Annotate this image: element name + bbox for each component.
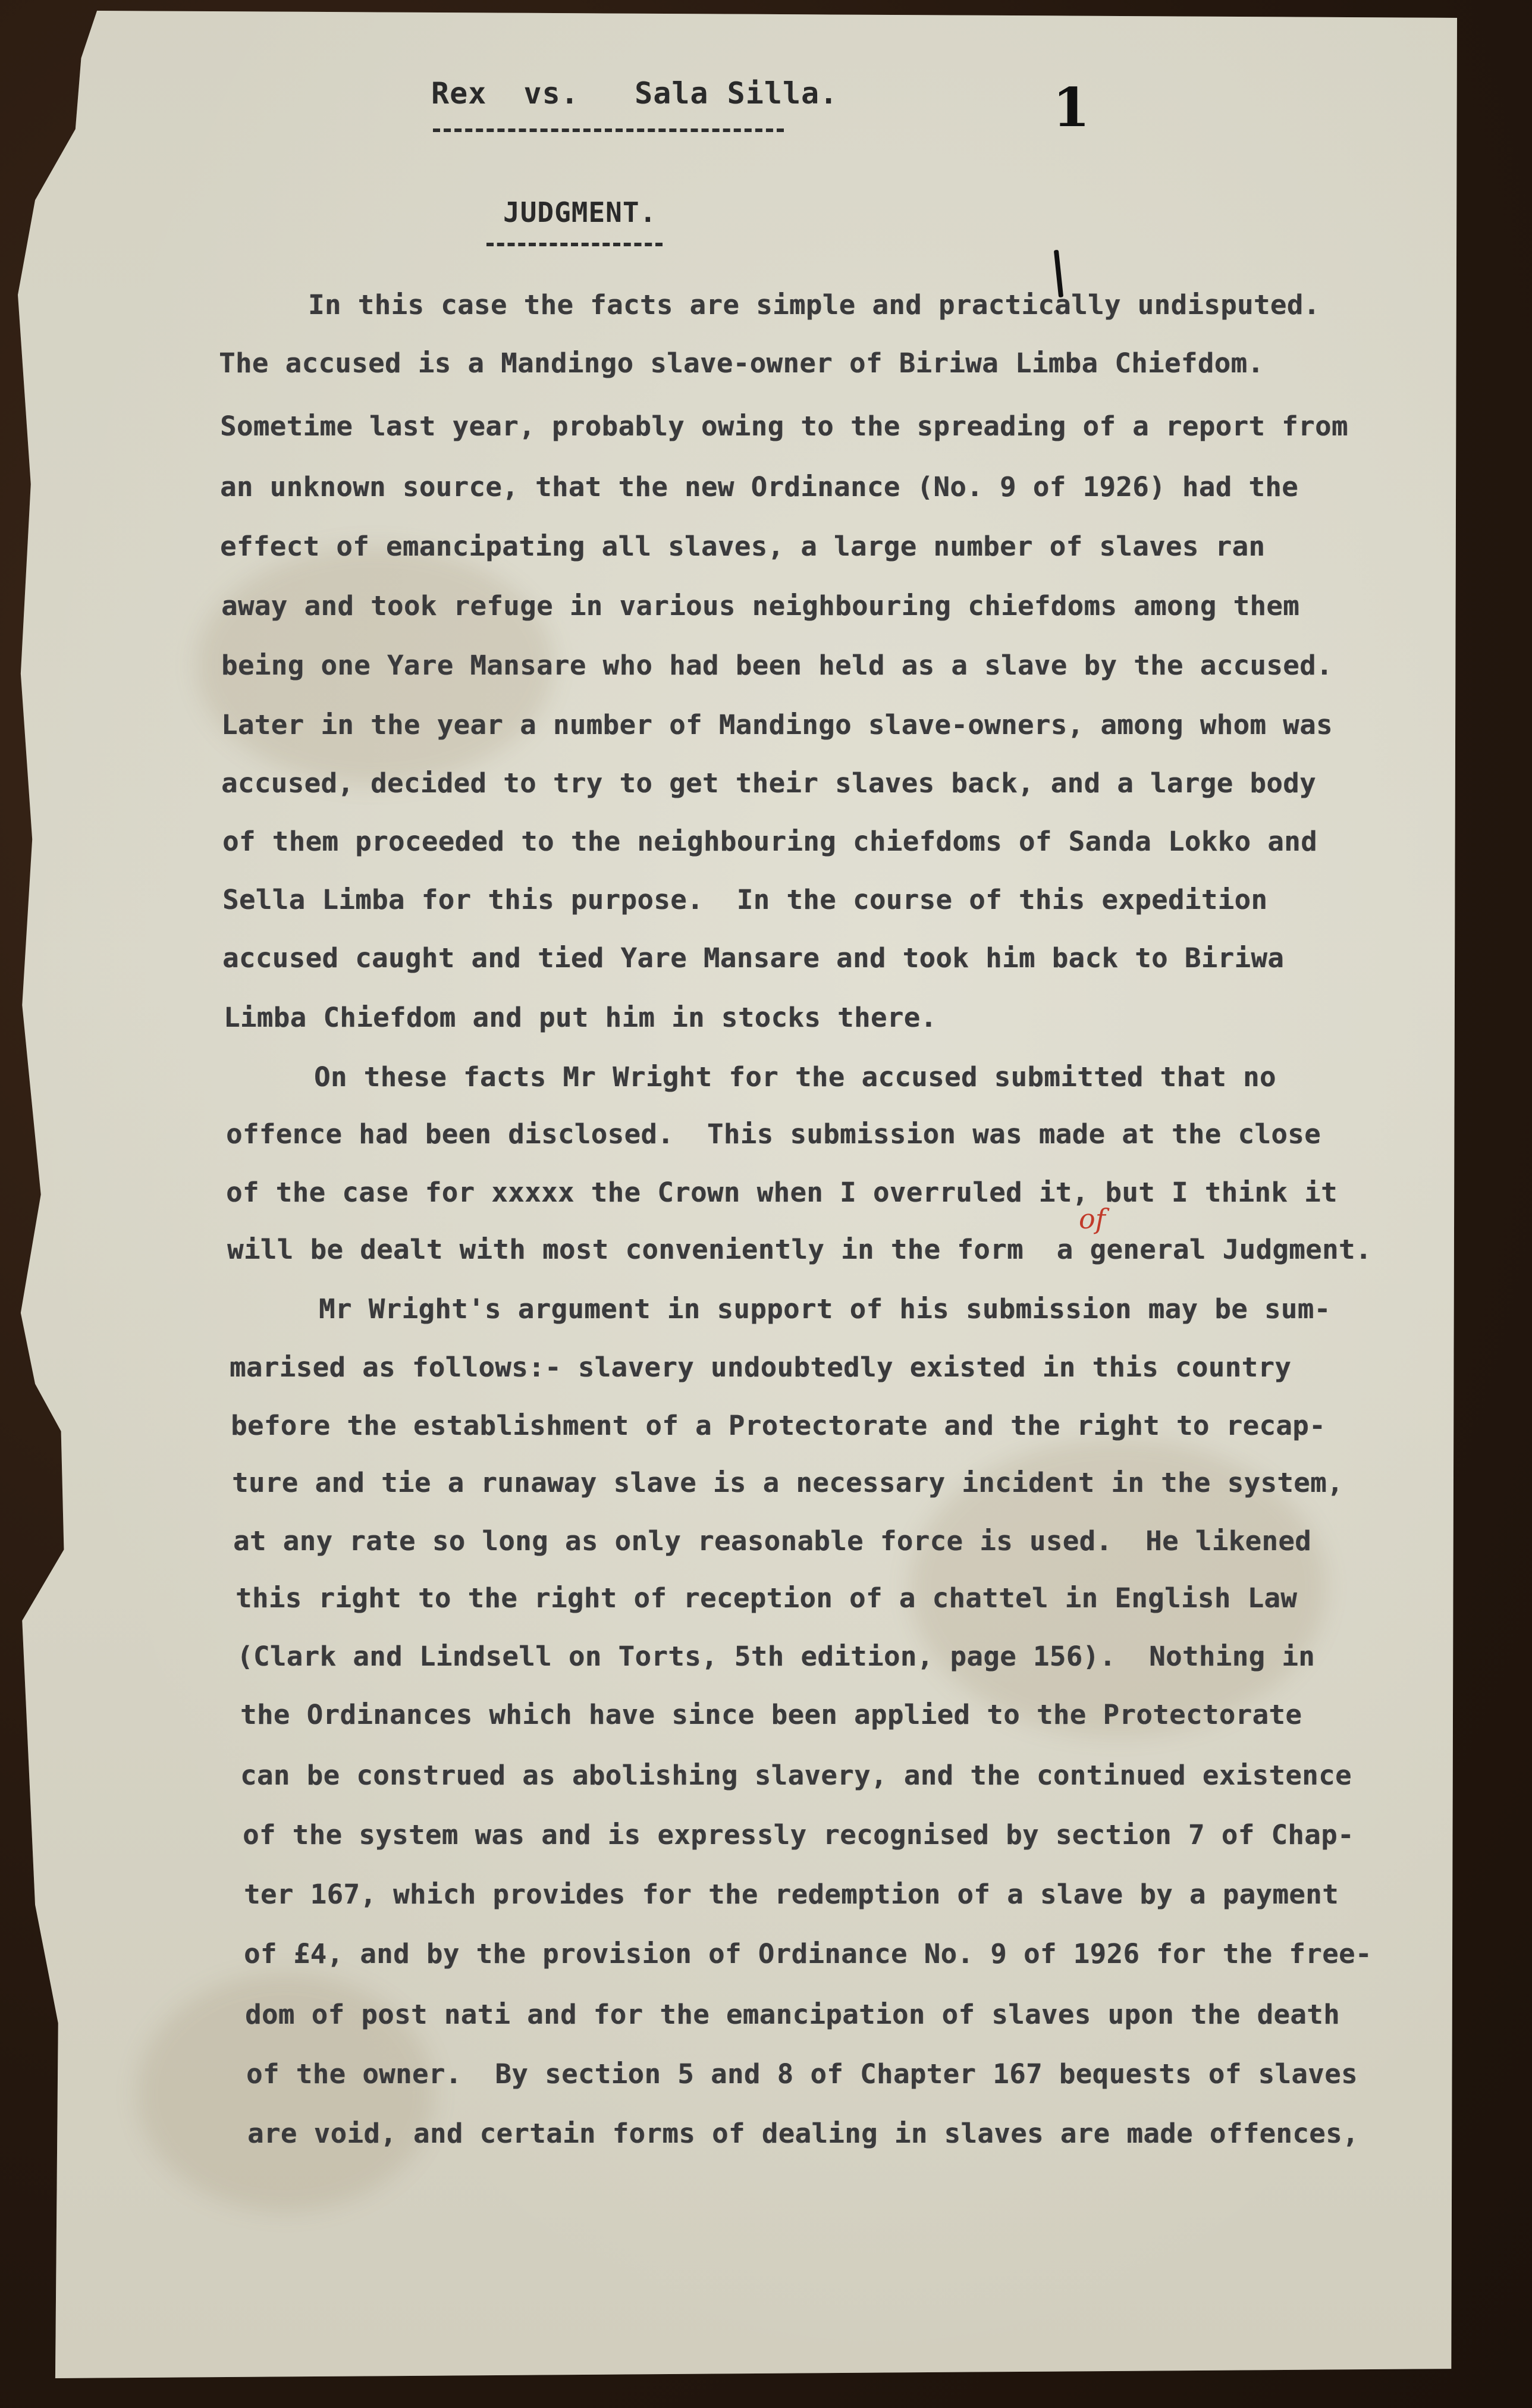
body-line: ture and tie a runaway slave is a necessary incident in the system, [232, 1467, 1343, 1498]
body-line: will be dealt with most conveniently in the form a general Judgment. [227, 1234, 1372, 1265]
body-line: (Clark and Lindsell on Torts, 5th edition, page 156). Nothing in [237, 1641, 1316, 1672]
body-line: being one Yare Mansare who had been held as a slave by the accused. [221, 650, 1333, 681]
body-line: the Ordinances which have since been applied to the Protectorate [240, 1699, 1302, 1730]
body-line: ter 167, which provides for the redemption of a slave by a payment [244, 1879, 1339, 1910]
body-line: dom of post nati and for the emancipation of slaves upon the death [245, 1999, 1340, 2030]
body-line: Later in the year a number of Mandingo slave-owners, among whom was [221, 709, 1333, 741]
body-line: at any rate so long as only reasonable force is used. He likened [233, 1525, 1312, 1557]
body-line: are void, and certain forms of dealing in slaves are made offences, [247, 2118, 1359, 2149]
case-title: Rex vs. Sala Silla. [431, 76, 839, 111]
body-line: of the case for xxxxx the Crown when I overruled it, but I think it [226, 1177, 1338, 1208]
body-line: Sometime last year, probably owing to the spreading of a report from [220, 410, 1348, 442]
body-line: before the establishment of a Protectorate and the right to recap- [231, 1410, 1326, 1441]
judgment-heading: JUDGMENT. [503, 196, 657, 228]
judgment-heading-underline [486, 243, 663, 246]
body-line: Mr Wright's argument in support of his submission may be sum- [319, 1293, 1331, 1325]
body-line: offence had been disclosed. This submission was made at the close [226, 1118, 1321, 1150]
body-line: an unknown source, that the new Ordinance (No. 9 of 1926) had the [220, 471, 1299, 503]
body-line: of the owner. By section 5 and 8 of Chapter 167 bequests of slaves [246, 2058, 1358, 2090]
body-line: of the system was and is expressly recognised by section 7 of Chap- [243, 1819, 1354, 1851]
body-line: away and took refuge in various neighbouring chiefdoms among them [221, 590, 1300, 622]
body-line: marised as follows:- slavery undoubtedly existed in this country [230, 1352, 1292, 1383]
body-line: of them proceeded to the neighbouring chiefdoms of Sanda Lokko and [222, 826, 1317, 857]
body-line: accused caught and tied Yare Mansare and took him back to Biriwa [222, 942, 1285, 974]
case-title-underline [433, 128, 784, 132]
body-line: can be construed as abolishing slavery, and the continued existence [240, 1760, 1352, 1791]
body-line: of £4, and by the provision of Ordinance No. 9 of 1926 for the free- [244, 1938, 1372, 1970]
body-line: Limba Chiefdom and put him in stocks there. [224, 1002, 937, 1033]
margin-mark: 1 [1053, 76, 1090, 139]
body-line: effect of emancipating all slaves, a large number of slaves ran [220, 531, 1266, 562]
body-line: In this case the facts are simple and practically undisputed. [308, 289, 1320, 321]
body-line: this right to the right of reception of a chattel in English Law [236, 1582, 1298, 1614]
body-line: On these facts Mr Wright for the accused submitted that no [314, 1061, 1276, 1093]
body-line: accused, decided to try to get their slaves back, and a large body [221, 767, 1316, 799]
body-line: The accused is a Mandingo slave-owner of Biriwa Limba Chiefdom. [219, 347, 1264, 379]
body-line: Sella Limba for this purpose. In the course of this expedition [222, 884, 1268, 915]
handwritten-insertion: of [1079, 1203, 1106, 1235]
